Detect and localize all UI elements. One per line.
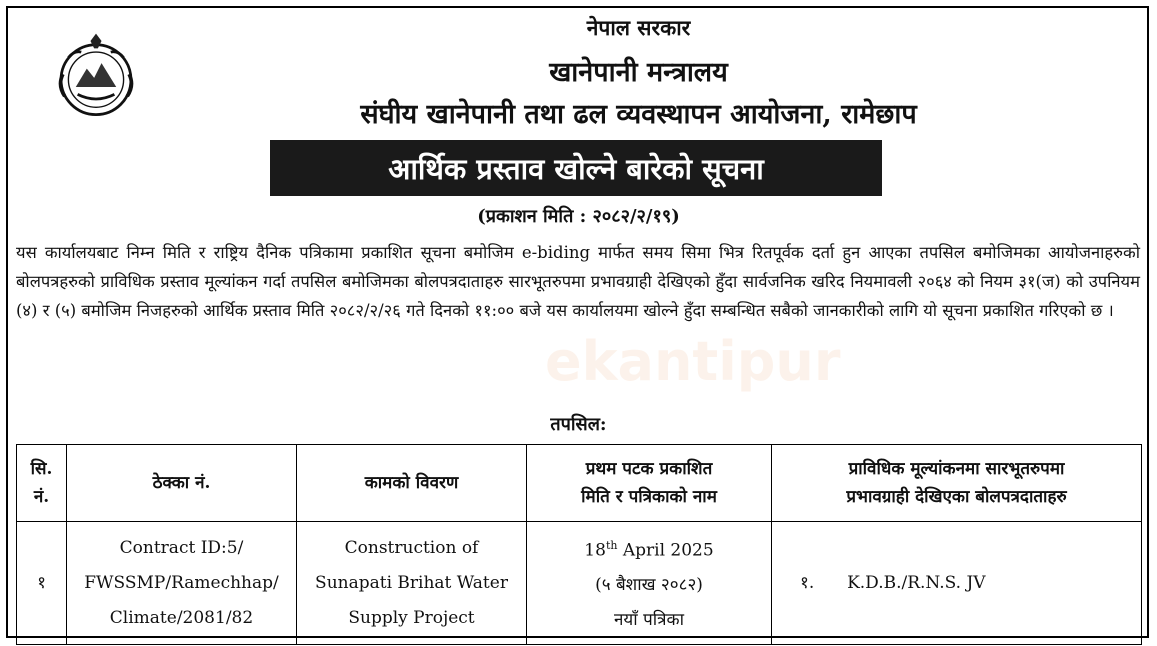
cell-bidders — [772, 522, 1142, 645]
office-name: संघीय खानेपानी तथा ढल व्यवस्थापन आयोजना, रामेछाप — [360, 99, 917, 130]
header-description: कामको विवरण — [297, 445, 527, 522]
schedule-title: तपसिल: — [550, 414, 607, 435]
ministry-name: खानेपानी मन्त्रालय — [549, 57, 728, 88]
publication-date: (प्रकाशन मिति : २०८२/२/१९) — [477, 206, 680, 227]
header-sn-line1: सि. — [30, 459, 53, 479]
table-header-row — [17, 445, 1142, 522]
cell-first-publication — [527, 522, 772, 645]
desc-line3: Supply Project — [348, 607, 475, 628]
desc-line1: Construction of — [344, 537, 479, 558]
header-first-pub-line1: प्रथम पटक प्रकाशित — [585, 459, 713, 479]
header-contract: ठेक्का नं. — [67, 445, 297, 522]
header-sn-line2: नं. — [33, 487, 50, 507]
notice-title-text: आर्थिक प्रस्ताव खोल्ने बारेको सूचना — [388, 151, 764, 186]
pub-date-suffix: th — [605, 538, 618, 552]
notice-body: यस कार्यालयबाट निम्न मिति र राष्ट्रिय दैनिक पत्रिकामा प्रकाशित सूचना बमोजिम e-biding मार्फत समय सिमा भित्र रितपूर्वक दर्ता हुन आएका तपसिल बमोजिमका आयोजनाहरुको बोलपत्रहरुको प्राविधिक प्रस्ताव मूल्यांकन गर्दा तपसिल बमोजिमका बोलपत्रदाताहरु सारभूतरुपमा प्रभावग्राही देखिएको हुँदा सार्वजनिक खरिद नियमावली २०६४ को नियम ३१(ज) को उपनियम (४) र (५) बमोजिम निजहरुको आर्थिक प्रस्ताव मिति २०८२/२/२६ गते दिनको ११:०० बजे यस कार्यालयमा खोल्ने हुँदा सम्बन्धित सबैको जानकारीको लागि यो सूचना प्रकाशित गरिएको छ । — [16, 243, 1140, 320]
notice-title — [270, 140, 882, 196]
pub-newspaper: नयाँ पत्रिका — [613, 610, 684, 631]
header-bidders — [772, 445, 1142, 522]
watermark-logo: ekantipur — [545, 330, 841, 393]
table-row — [17, 522, 1142, 645]
cell-sn: १ — [17, 522, 67, 645]
cell-contract — [67, 522, 297, 645]
desc-line2: Sunapati Brihat Water — [315, 572, 508, 593]
schedule-table — [16, 444, 1142, 645]
header-bidders-line1: प्राविधिक मूल्यांकनमा सारभूतरुपमा — [848, 459, 1065, 479]
contract-line1: Contract ID:5/ — [119, 537, 244, 558]
pub-date-day: 18 — [584, 540, 606, 561]
contract-line3: Climate/2081/82 — [109, 607, 254, 628]
pub-date-rest: April 2025 — [617, 540, 714, 561]
bidder-name: K.D.B./R.N.S. JV — [847, 572, 986, 593]
pub-date-nepali: (५ बैशाख २०८२) — [595, 575, 703, 596]
nepal-government-emblem-icon — [50, 30, 142, 122]
contract-line2: FWSSMP/Ramechhap/ — [84, 572, 279, 593]
header-first-pub-line2: मिति र पत्रिकाको नाम — [581, 487, 717, 507]
header-sn — [17, 445, 67, 522]
cell-description — [297, 522, 527, 645]
pub-date-english — [531, 528, 767, 569]
government-name: नेपाल सरकार — [586, 15, 691, 40]
header-first-publication — [527, 445, 772, 522]
bidder-sn: १. — [800, 572, 815, 593]
header-bidders-line2: प्रभावग्राही देखिएका बोलपत्रदाताहरु — [846, 487, 1067, 507]
